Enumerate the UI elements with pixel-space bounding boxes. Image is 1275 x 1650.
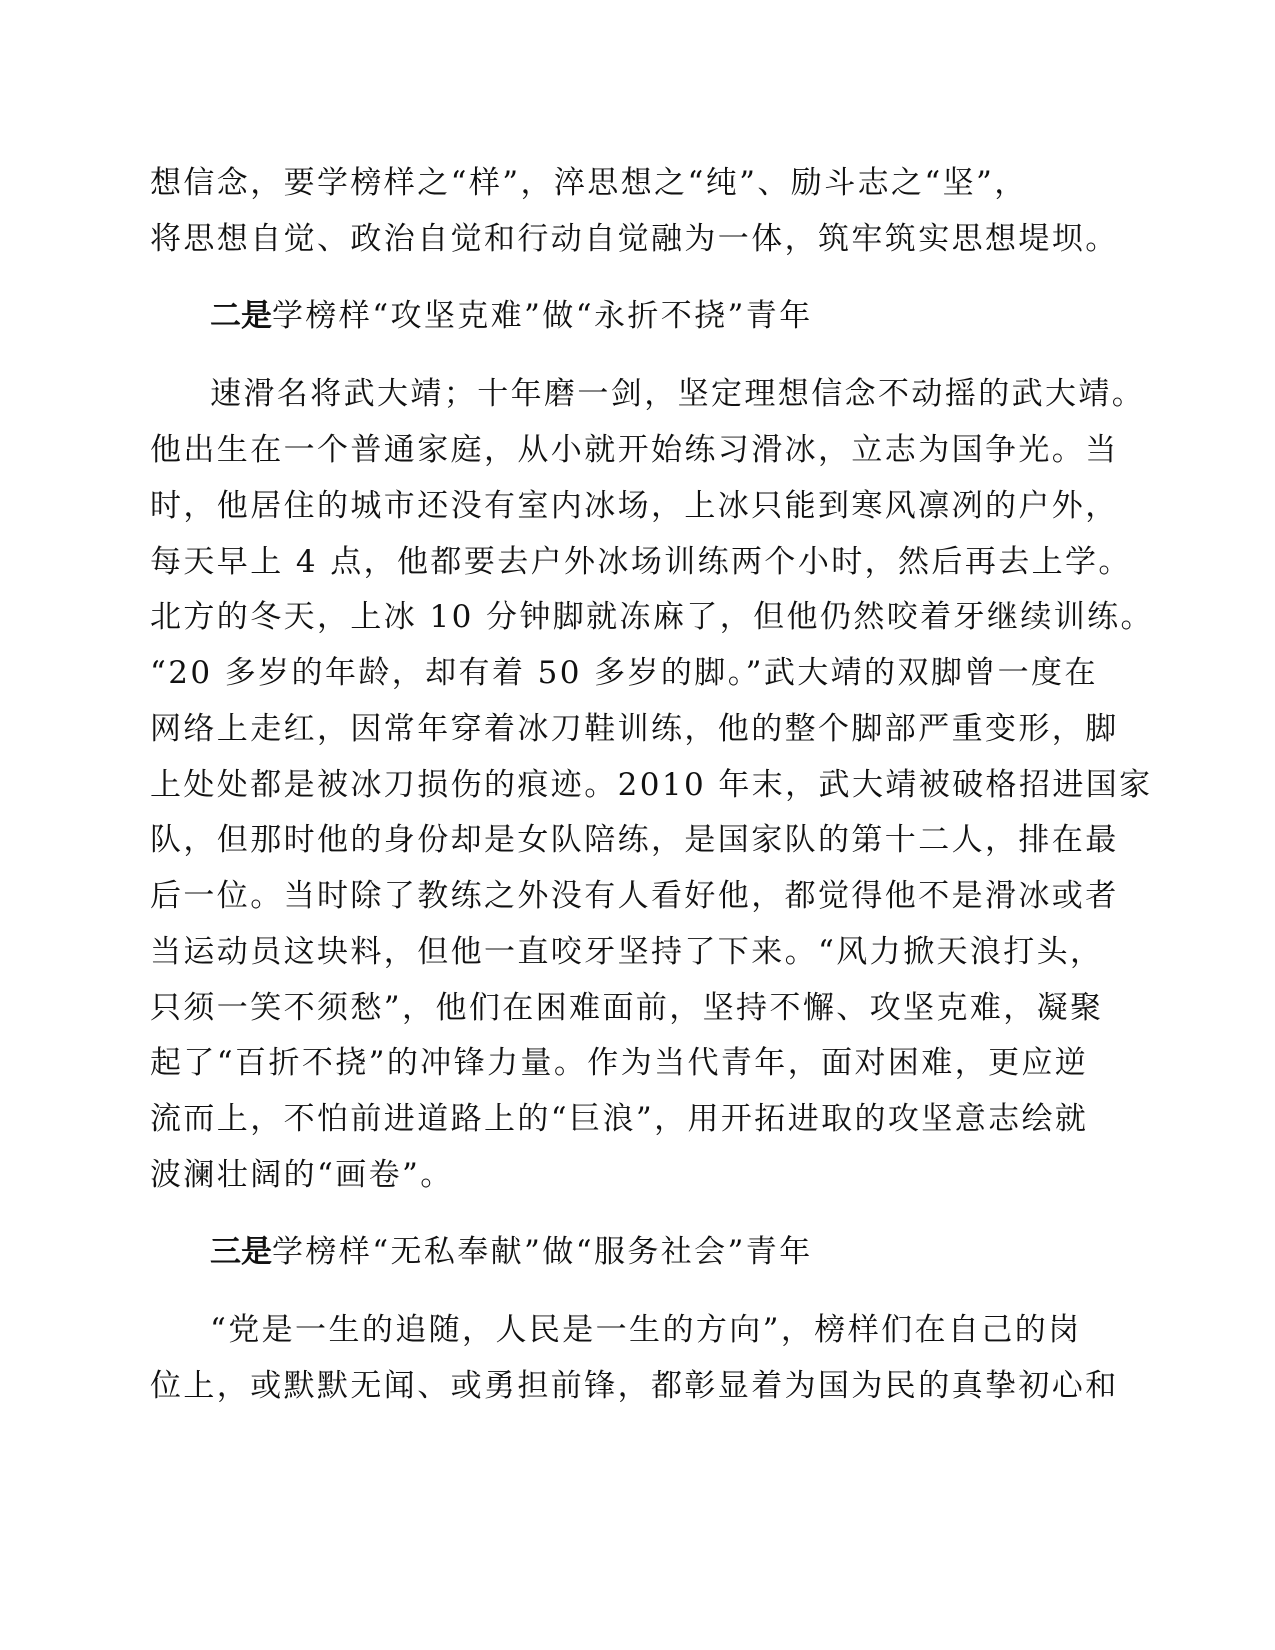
paragraph-line: “20 多岁的年龄，却有着 50 多岁的脚。”武大靖的双脚曾一度在 <box>150 655 1098 691</box>
paragraph-line: 上处处都是被冰刀损伤的痕迹。2010 年末，武大靖被破格招进国家 <box>150 767 1153 803</box>
section-heading-2 <box>210 296 1190 336</box>
paragraph-line: “党是一生的追随，人民是一生的方向”，榜样们在自己的岗 <box>210 1312 1082 1348</box>
paragraph-line: 北方的冬天，上冰 10 分钟脚就冻麻了，但他仍然咬着牙继续训练。 <box>150 599 1154 635</box>
paragraph-line: 后一位。当时除了教练之外没有人看好他，都觉得他不是滑冰或者 <box>150 878 1119 914</box>
paragraph-line: 队，但那时他的身份却是女队陪练，是国家队的第十二人，排在最 <box>150 822 1119 858</box>
heading-text: 学榜样“无私奉献”做“服务社会”青年 <box>272 1234 813 1270</box>
paragraph-line: 时，他居住的城市还没有室内冰场，上冰只能到寒风凛冽的户外， <box>150 488 1119 524</box>
paragraph-line: 波澜壮阔的“画卷”。 <box>150 1157 454 1193</box>
paragraph-line: 他出生在一个普通家庭，从小就开始练习滑冰，立志为国争光。当 <box>150 432 1119 468</box>
paragraph-line: 位上，或默默无闻、或勇担前锋，都彰显着为国为民的真挚初心和 <box>150 1368 1119 1404</box>
paragraph-line: 只须一笑不须愁”，他们在困难面前，坚持不懈、攻坚克难，凝聚 <box>150 990 1104 1026</box>
paragraph-line: 流而上，不怕前进道路上的“巨浪”，用开拓进取的攻坚意志绘就 <box>150 1101 1089 1137</box>
paragraph-line: 当运动员这块料，但他一直咬牙坚持了下来。“风力掀天浪打头， <box>150 934 1104 970</box>
section-heading-3 <box>210 1232 1190 1272</box>
paragraph-line: 网络上走红，因常年穿着冰刀鞋训练，他的整个脚部严重变形，脚 <box>150 711 1119 747</box>
paragraph-line: 起了“百折不挠”的冲锋力量。作为当代青年，面对困难，更应逆 <box>150 1045 1089 1081</box>
paragraph-line: 将思想自觉、政治自觉和行动自觉融为一体，筑牢筑实思想堤坝。 <box>150 221 1119 257</box>
heading-lead: 二是 <box>210 298 272 334</box>
heading-text: 学榜样“攻坚克难”做“永折不挠”青年 <box>272 298 813 334</box>
paragraph-line: 速滑名将武大靖；十年磨一剑，坚定理想信念不动摇的武大靖。 <box>210 376 1146 412</box>
paragraph-line: 每天早上 4 点，他都要去户外冰场训练两个小时，然后再去上学。 <box>150 544 1132 580</box>
heading-lead: 三是 <box>210 1234 272 1270</box>
paragraph-line: 想信念，要学榜样之“样”，淬思想之“纯”、励斗志之“坚”， <box>150 165 1028 201</box>
